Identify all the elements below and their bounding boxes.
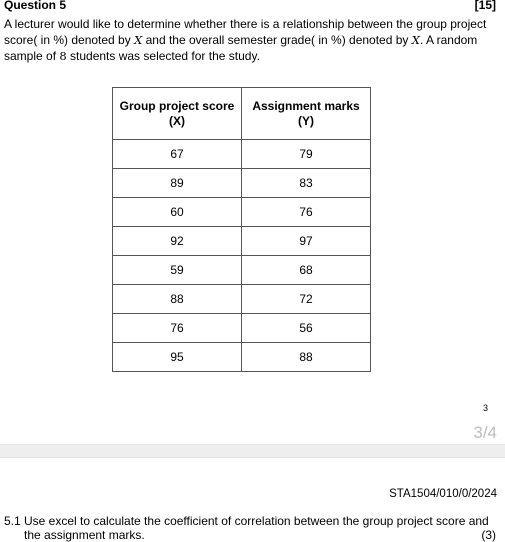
cell-x: 60 — [113, 198, 242, 227]
intro-text-1: A lecturer would like to determine whether there is a relationship between the group project score( in %) denoted by — [4, 17, 487, 47]
table-row — [113, 198, 371, 227]
cell-x: 95 — [113, 343, 242, 372]
sub-question-marks: (3) — [481, 528, 496, 542]
intro-text-4: students was selected for the study. — [66, 49, 260, 63]
header-group-project-score: Group project score (X) — [113, 88, 242, 140]
cell-y: 79 — [242, 140, 371, 169]
table-row — [113, 285, 371, 314]
header-assignment-marks: Assignment marks (Y) — [242, 88, 371, 140]
data-table — [112, 87, 371, 372]
cell-y: 88 — [242, 343, 371, 372]
cell-y: 72 — [242, 285, 371, 314]
question-title: Question 5 — [4, 0, 67, 12]
table-row — [113, 256, 371, 285]
cell-y: 76 — [242, 198, 371, 227]
cell-x: 59 — [113, 256, 242, 285]
document-code: STA1504/010/0/2024 — [389, 488, 497, 500]
intro-text-3: . A random sample of — [4, 33, 478, 63]
intro-text-2: and the overall semester grade( in %) denoted by — [142, 33, 412, 47]
table-row — [113, 227, 371, 256]
variable-x: X — [134, 33, 143, 47]
table-row — [113, 140, 371, 169]
cell-x: 92 — [113, 227, 242, 256]
question-header — [4, 0, 500, 14]
variable-y: X — [411, 33, 420, 47]
page-divider — [0, 444, 505, 458]
cell-x: 89 — [113, 169, 242, 198]
question-marks: [15] — [474, 0, 496, 12]
cell-y: 83 — [242, 169, 371, 198]
table-row — [113, 314, 371, 343]
sub-question-label: 5.1 — [4, 514, 21, 528]
page-count-indicator: 3/4 — [473, 423, 497, 442]
sub-question-text: Use excel to calculate the coefficient of correlation between the group project score and the assignment marks. — [24, 514, 489, 542]
table-row — [113, 169, 371, 198]
sample-size: 8 — [59, 49, 67, 63]
cell-x: 67 — [113, 140, 242, 169]
cell-x: 88 — [113, 285, 242, 314]
table-row — [113, 343, 371, 372]
cell-y: 56 — [242, 314, 371, 343]
cell-y: 68 — [242, 256, 371, 285]
question-intro — [4, 16, 494, 64]
table-header-row — [113, 88, 371, 140]
cell-x: 76 — [113, 314, 242, 343]
cell-y: 97 — [242, 227, 371, 256]
page-number: 3 — [483, 403, 489, 413]
